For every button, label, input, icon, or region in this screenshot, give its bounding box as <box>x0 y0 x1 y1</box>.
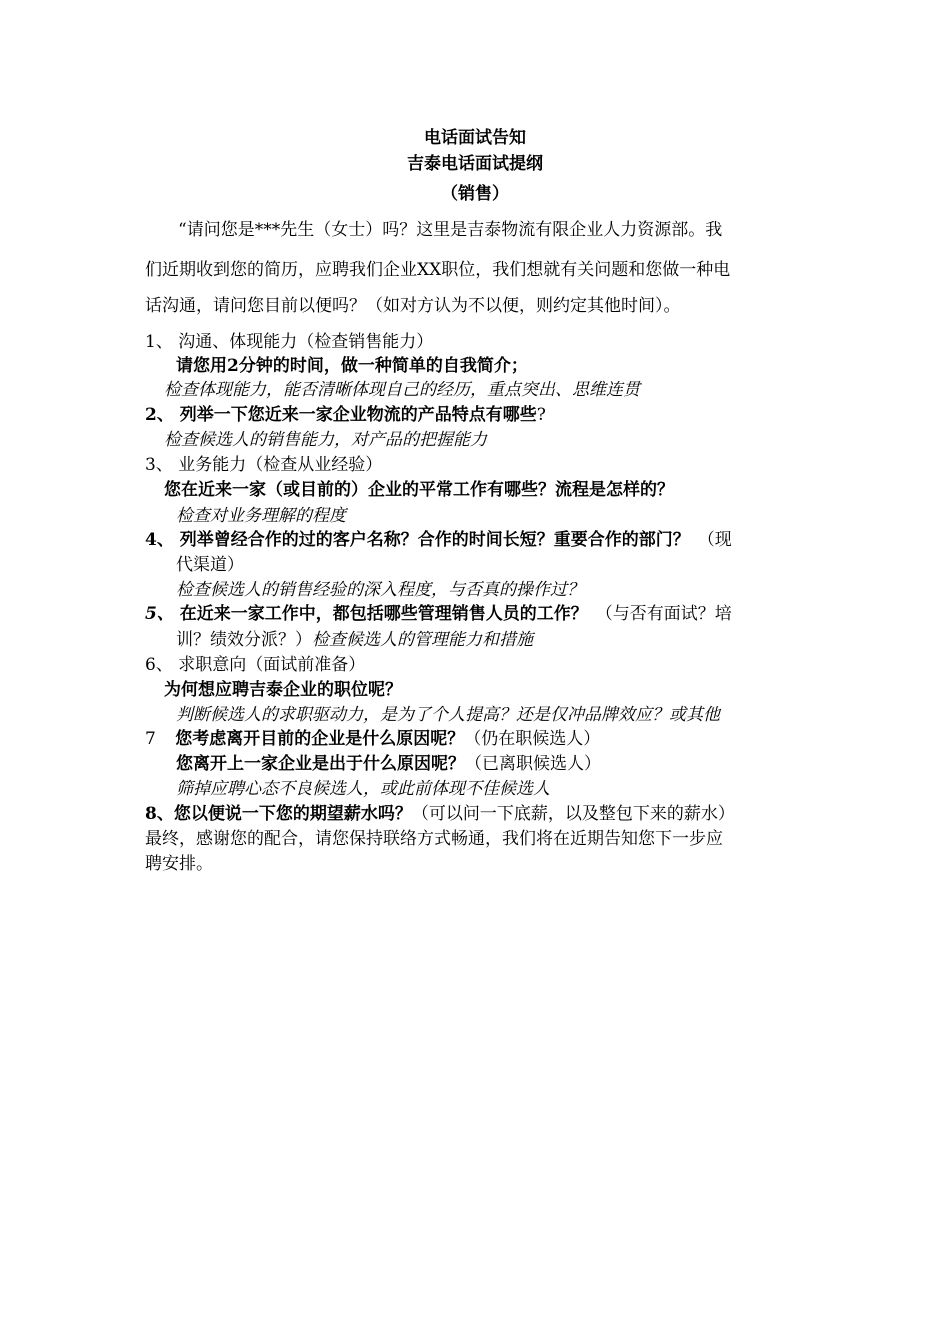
intro-line-3: 话沟通，请问您目前以便吗？（如对方认为不以便，则约定其他时间）。 <box>145 296 681 316</box>
section-4-tail-2: 代渠道） <box>176 555 244 575</box>
section-8-line <box>145 802 735 826</box>
section-2-note: 检查候选人的销售能力，对产品的把握能力 <box>164 430 487 450</box>
section-3-question: 您在近来一家（或目前的）企业的平常工作有哪些？流程是怎样的？ <box>164 480 674 500</box>
section-3-note: 检查对业务理解的程度 <box>176 506 346 526</box>
doc-subtitle: 吉泰电话面试提纲 <box>407 154 543 174</box>
section-7-question-b: 您离开上一家企业是出于什么原因呢？ <box>176 754 465 774</box>
section-5-line-2 <box>176 628 533 652</box>
intro-line-1: “请问您是***先生（女士）吗？这里是吉泰物流有限企业人力资源部。我 <box>178 220 723 240</box>
section-7-line-1 <box>145 727 600 751</box>
section-7-tail-a: （仍在职候选人） <box>464 729 601 749</box>
section-5-tail: （与否有面试？培 <box>595 604 732 624</box>
section-6-question: 为何想应聘吉泰企业的职位呢？ <box>164 680 402 700</box>
section-7-note: 筛掉应聘心态不良候选人，或此前体现不佳候选人 <box>176 779 550 799</box>
section-2-mark: ? <box>536 405 546 425</box>
section-2-question: 2、 列举一下您近来一家企业物流的产品特点有哪些 <box>145 405 537 425</box>
closing-line-1: 最终，感谢您的配合，请您保持联络方式畅通，我们将在近期告知您下一步应 <box>145 829 723 849</box>
section-5-number: 5、 <box>145 604 174 624</box>
section-6-note: 判断候选人的求职驱动力，是为了个人提高？还是仅冲品牌效应？或其他 <box>176 705 720 725</box>
section-5-question: 在近来一家工作中，都包括哪些管理销售人员的工作？ <box>173 604 588 624</box>
section-8-tail: （可以问一下底薪，以及整包下来的薪水） <box>411 804 735 824</box>
section-5-tail-2: 训？绩效分派？） <box>176 630 312 650</box>
doc-title: 电话面试告知 <box>424 128 526 148</box>
section-4-line-1 <box>145 528 732 552</box>
section-8-question: 8、您以便说一下您的期望薪水吗？ <box>145 804 412 824</box>
intro-line-2: 们近期收到您的简历，应聘我们企业XX职位，我们想就有关问题和您做一种电 <box>145 260 731 280</box>
section-5-note: 检查候选人的管理能力和措施 <box>312 630 533 650</box>
section-4-tail: （现 <box>697 530 732 550</box>
section-1-heading: 1、 沟通、体现能力（检查销售能力） <box>145 332 434 352</box>
section-4-question: 4、 列举曾经合作的过的客户名称？合作的时间长短？重要合作的部门？ <box>145 530 690 550</box>
section-1-question: 请您用2分钟的时间，做一种简单的自我简介； <box>176 356 528 376</box>
section-3-heading: 3、 业务能力（检查从业经验） <box>145 455 383 475</box>
section-7-question-a: 您考虑离开目前的企业是什么原因呢？ <box>175 729 465 749</box>
section-5-line-1 <box>145 602 732 626</box>
section-7-number: 7 <box>145 729 162 749</box>
section-2-heading <box>145 403 546 427</box>
doc-category: （销售） <box>441 184 509 204</box>
section-6-heading: 6、 求职意向（面试前准备） <box>145 655 366 675</box>
closing-line-2: 聘安排。 <box>145 854 213 874</box>
section-7-line-2 <box>176 752 601 776</box>
section-7-tail-b: （已离职候选人） <box>465 754 601 774</box>
section-1-note: 检查体现能力，能否清晰体现自己的经历，重点突出、思维连贯 <box>164 380 640 400</box>
section-4-note: 检查候选人的销售经验的深入程度，与否真的操作过？ <box>176 580 584 600</box>
